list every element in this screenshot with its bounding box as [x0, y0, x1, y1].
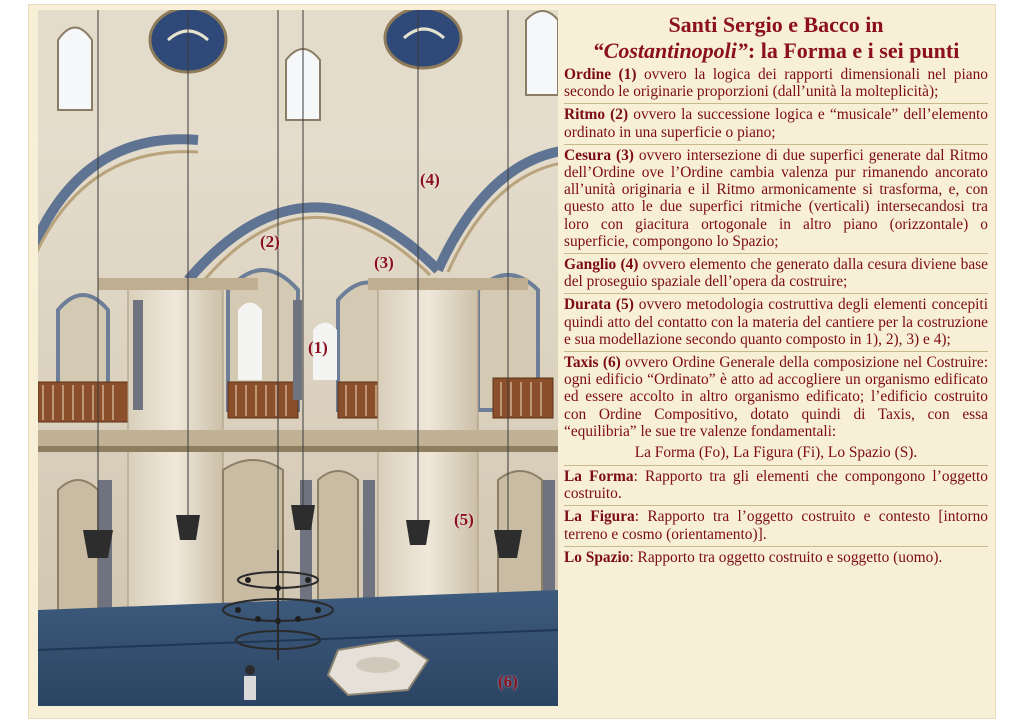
title-city: “Costantinopoli”: [592, 38, 748, 63]
description: ovvero intersezione di due superfici generate dal Ritmo dell’Ordine ove l’Ordine cambia valenza pur rimanendo ancorato all’unità originaria e il Ritmo armonicamente si trasforma, e, con questo atto le due superfici ritmiche (verticali) intersecandosi tra loro con giacitura ortogonale in altro piano (orizzontale) o superficie, compongono lo Spazio;: [564, 146, 988, 250]
description: ovvero Ordine Generale della composizione nel Costruire: ogni edificio “Ordinato” è atto ad accogliere un organismo edificato ed essere accolto in altro organismo edificato; l’edificio costruito con Ordine Compositivo, dotato quindi di Taxis, con essa “equilibria” le sue tre valenze fondamentali:: [564, 354, 988, 440]
description: : Rapporto tra oggetto costruito e soggetto (uomo).: [629, 548, 943, 566]
point-durata: [564, 293, 988, 351]
term: Ritmo (2): [564, 106, 629, 124]
point-ordine: [564, 64, 988, 103]
point-cesura: [564, 144, 988, 253]
definition-figura: [564, 505, 988, 545]
definition-spazio: [564, 546, 988, 569]
page: [28, 4, 996, 719]
term: Ganglio (4): [564, 256, 639, 274]
points-list: [564, 64, 988, 443]
description: ovvero elemento che generato dalla cesura diviene base del proseguio spaziale dell’opera da costruire;: [564, 256, 989, 291]
title-line-1: Santi Sergio e Bacco in: [668, 12, 884, 37]
term: Durata (5): [564, 296, 634, 314]
point-taxis: [564, 351, 988, 443]
text-column: [564, 12, 988, 569]
label-4: (4): [420, 170, 440, 189]
term: Cesura (3): [564, 146, 634, 164]
label-5: (5): [454, 510, 474, 529]
term: Lo Spazio: [564, 548, 630, 566]
definitions-list: [564, 465, 988, 569]
label-1: (1): [308, 338, 328, 357]
description: ovvero la logica dei rapporti dimensionali nel piano secondo le originarie proporzioni (dall’unità la molteplicità);: [564, 66, 988, 101]
term: Ordine (1): [564, 66, 637, 83]
three-values-line: La Forma (Fo), La Figura (Fi), Lo Spazio (S).: [634, 444, 918, 462]
church-interior-photo: [38, 10, 558, 706]
page-title: [564, 12, 988, 64]
description: : Rapporto tra gli elementi che compongono l’oggetto costruito.: [564, 468, 988, 503]
label-2: (2): [260, 232, 280, 251]
point-ritmo: [564, 103, 988, 143]
point-ganglio: [564, 253, 988, 293]
description: : Rapporto tra l’oggetto costruito e contesto [intorno terreno e cosmo (orientamento)].: [564, 508, 988, 543]
description: ovvero metodologia costruttiva degli elementi concepiti quindi atto del contatto con la materia del cantiere per la costruzione e sua modellazione secondo quanto composto in 1), 2), 3) e 4);: [564, 296, 988, 348]
term: La Forma: [564, 468, 634, 486]
term: Taxis (6): [564, 354, 621, 372]
interior-illustration: [38, 10, 558, 706]
description: ovvero la successione logica e “musicale” dell’elemento ordinato in una superficie o piano;: [564, 106, 989, 141]
label-6: (6): [498, 672, 518, 691]
title-line-2: : la Forma e i sei punti: [747, 38, 960, 63]
label-3: (3): [374, 253, 394, 272]
definition-forma: [564, 465, 988, 505]
term: La Figura: [564, 508, 635, 526]
